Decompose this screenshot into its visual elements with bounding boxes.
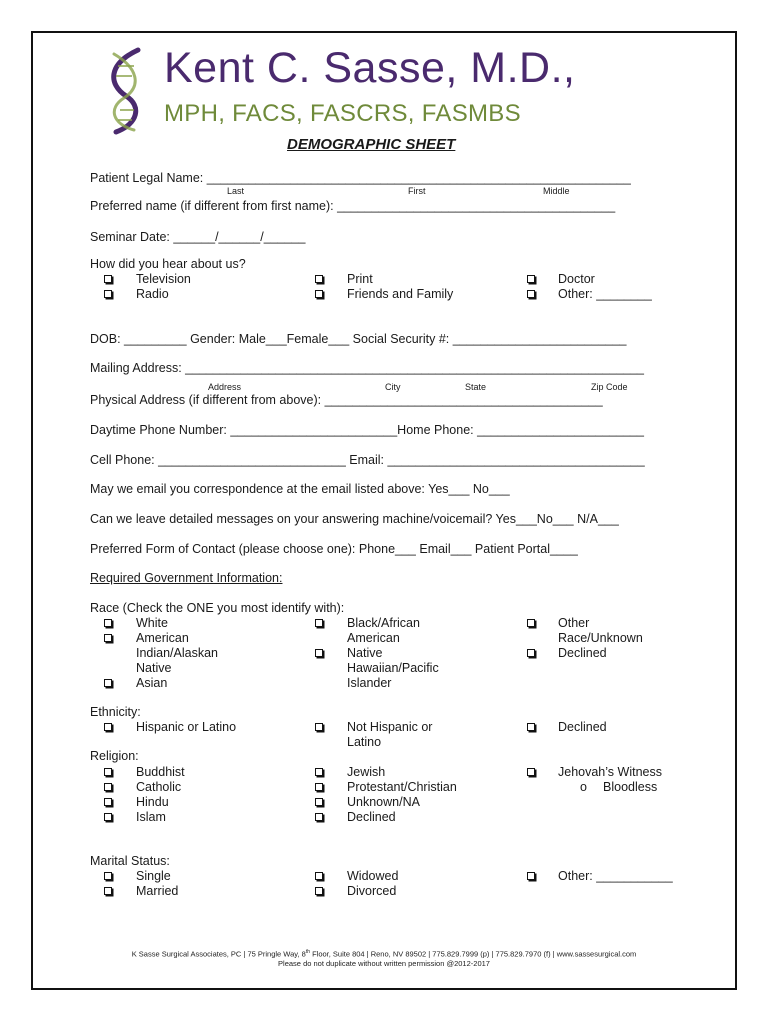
checkbox-race-white[interactable] <box>104 619 112 627</box>
checkbox-ethnicity-declined[interactable] <box>527 723 535 731</box>
ethnicity-declined: Declined <box>558 720 607 734</box>
checkbox-religion-unknown[interactable] <box>315 798 323 806</box>
sub-label-zip: Zip Code <box>591 382 628 392</box>
seminar-date-field[interactable]: Seminar Date: ______/______/______ <box>90 230 306 244</box>
race-american-indian-2: Indian/Alaskan <box>136 646 219 660</box>
checkbox-marital-other[interactable] <box>527 872 535 880</box>
option-friends-family: Friends and Family <box>347 287 454 301</box>
checkbox-hear-other[interactable] <box>527 290 535 298</box>
checkbox-protestant[interactable] <box>315 783 323 791</box>
doctor-credentials: MPH, FACS, FASCRS, FASMBS <box>164 100 521 127</box>
checkbox-jewish[interactable] <box>315 768 323 776</box>
checkbox-not-hispanic[interactable] <box>315 723 323 731</box>
checkbox-television[interactable] <box>104 275 112 283</box>
checkbox-hispanic[interactable] <box>104 723 112 731</box>
checkbox-race-asian[interactable] <box>104 679 112 687</box>
race-declined: Declined <box>558 646 607 660</box>
page-title: DEMOGRAPHIC SHEET <box>287 136 456 153</box>
dna-helix-logo-icon <box>98 44 154 136</box>
religion-buddhist: Buddhist <box>136 765 185 779</box>
option-print: Print <box>347 272 373 286</box>
preferred-contact-question[interactable]: Preferred Form of Contact (please choose one): Phone___ Email___ Patient Portal____ <box>90 542 578 556</box>
checkbox-doctor[interactable] <box>527 275 535 283</box>
religion-declined: Declined <box>347 810 396 824</box>
checkbox-jehovah[interactable] <box>527 768 535 776</box>
race-white: White <box>136 616 168 630</box>
cell-email-fields[interactable]: Cell Phone: ___________________________ Email: _____________________________________ <box>90 453 645 467</box>
ethnicity-not-hispanic-1: Not Hispanic or <box>347 720 433 734</box>
religion-question: Religion: <box>90 749 139 763</box>
checkbox-widowed[interactable] <box>315 872 323 880</box>
race-nhpi-3: Islander <box>347 676 392 690</box>
option-radio: Radio <box>136 287 169 301</box>
checkbox-radio[interactable] <box>104 290 112 298</box>
marital-other[interactable]: Other: ___________ <box>558 869 673 883</box>
race-nhpi-2: Hawaiian/Pacific <box>347 661 439 675</box>
race-other-1: Other <box>558 616 590 630</box>
option-hear-other[interactable]: Other: ________ <box>558 287 652 301</box>
option-doctor: Doctor <box>558 272 595 286</box>
footer-sup: th <box>305 949 310 955</box>
sub-label-middle: Middle <box>543 186 570 196</box>
phone-fields[interactable]: Daytime Phone Number: ________________________Home Phone: ________________________ <box>90 423 644 437</box>
checkbox-hindu[interactable] <box>104 798 112 806</box>
race-other-2: Race/Unknown <box>558 631 643 645</box>
checkbox-race-declined[interactable] <box>527 649 535 657</box>
religion-islam: Islam <box>136 810 166 824</box>
mailing-address-field[interactable]: Mailing Address: __________________________________________________________________ <box>90 361 645 375</box>
physical-address-field[interactable]: Physical Address (if different from above): ________________________________________ <box>90 393 603 407</box>
footer-address-part1: K Sasse Surgical Associates, PC | 75 Pringle Way, 8 <box>131 949 306 959</box>
marital-divorced: Divorced <box>347 884 397 898</box>
marital-question: Marital Status: <box>90 854 170 868</box>
sub-label-first: First <box>408 186 426 196</box>
race-black-1: Black/African <box>347 616 420 630</box>
checkbox-islam[interactable] <box>104 813 112 821</box>
checkbox-buddhist[interactable] <box>104 768 112 776</box>
sub-label-last: Last <box>227 186 245 196</box>
religion-jewish: Jewish <box>347 765 386 779</box>
email-permission-question[interactable]: May we email you correspondence at the email listed above: Yes___ No___ <box>90 482 510 496</box>
checkbox-divorced[interactable] <box>315 887 323 895</box>
checkbox-race-american-indian[interactable] <box>104 634 112 642</box>
option-television: Television <box>136 272 191 286</box>
checkbox-race-other[interactable] <box>527 619 535 627</box>
religion-hindu: Hindu <box>136 795 169 809</box>
sub-label-city: City <box>385 382 401 392</box>
checkbox-race-nhpi[interactable] <box>315 649 323 657</box>
checkbox-friends-family[interactable] <box>315 290 323 298</box>
marital-widowed: Widowed <box>347 869 399 883</box>
checkbox-catholic[interactable] <box>104 783 112 791</box>
footer-address-part2: Floor, Suite 804 | Reno, NV 89502 | 775.829.7999 (p) | 775.829.7970 (f) | www.sassesurgical.com <box>309 949 637 959</box>
bloodless-bullet-icon[interactable]: o <box>580 780 587 794</box>
checkbox-print[interactable] <box>315 275 323 283</box>
sub-label-state: State <box>465 382 487 392</box>
legal-name-field[interactable]: Patient Legal Name: _____________________________________________________________ <box>90 171 631 185</box>
checkbox-married[interactable] <box>104 887 112 895</box>
footer-copyright: Please do not duplicate without written permission @2012-2017 <box>278 959 490 968</box>
race-nhpi-1: Native <box>347 646 383 660</box>
race-asian: Asian <box>136 676 168 690</box>
religion-jehovah: Jehovah’s Witness <box>558 765 662 779</box>
checkbox-religion-declined[interactable] <box>315 813 323 821</box>
religion-catholic: Catholic <box>136 780 182 794</box>
doctor-name: Kent C. Sasse, M.D., <box>164 44 576 92</box>
sub-label-address: Address <box>208 382 242 392</box>
ethnicity-not-hispanic-2: Latino <box>347 735 382 749</box>
race-american-indian-3: Native <box>136 661 172 675</box>
preferred-name-field[interactable]: Preferred name (if different from first name): ________________________________________ <box>90 199 616 213</box>
religion-bloodless: Bloodless <box>603 780 658 794</box>
race-question: Race (Check the ONE you most identify with): <box>90 601 345 615</box>
checkbox-single[interactable] <box>104 872 112 880</box>
checkbox-race-black[interactable] <box>315 619 323 627</box>
dob-gender-ssn-field[interactable]: DOB: _________ Gender: Male___Female___ Social Security #: _________________________ <box>90 332 627 346</box>
marital-married: Married <box>136 884 179 898</box>
hear-question: How did you hear about us? <box>90 257 246 271</box>
footer-address <box>31 949 737 959</box>
race-black-2: American <box>347 631 400 645</box>
race-american-indian-1: American <box>136 631 189 645</box>
religion-protestant: Protestant/Christian <box>347 780 457 794</box>
ethnicity-hispanic: Hispanic or Latino <box>136 720 237 734</box>
government-info-heading: Required Government Information: <box>90 571 283 585</box>
ethnicity-question: Ethnicity: <box>90 705 141 719</box>
voicemail-permission-question[interactable]: Can we leave detailed messages on your answering machine/voicemail? Yes___No___ N/A___ <box>90 512 619 526</box>
marital-single: Single <box>136 869 171 883</box>
religion-unknown: Unknown/NA <box>347 795 420 809</box>
